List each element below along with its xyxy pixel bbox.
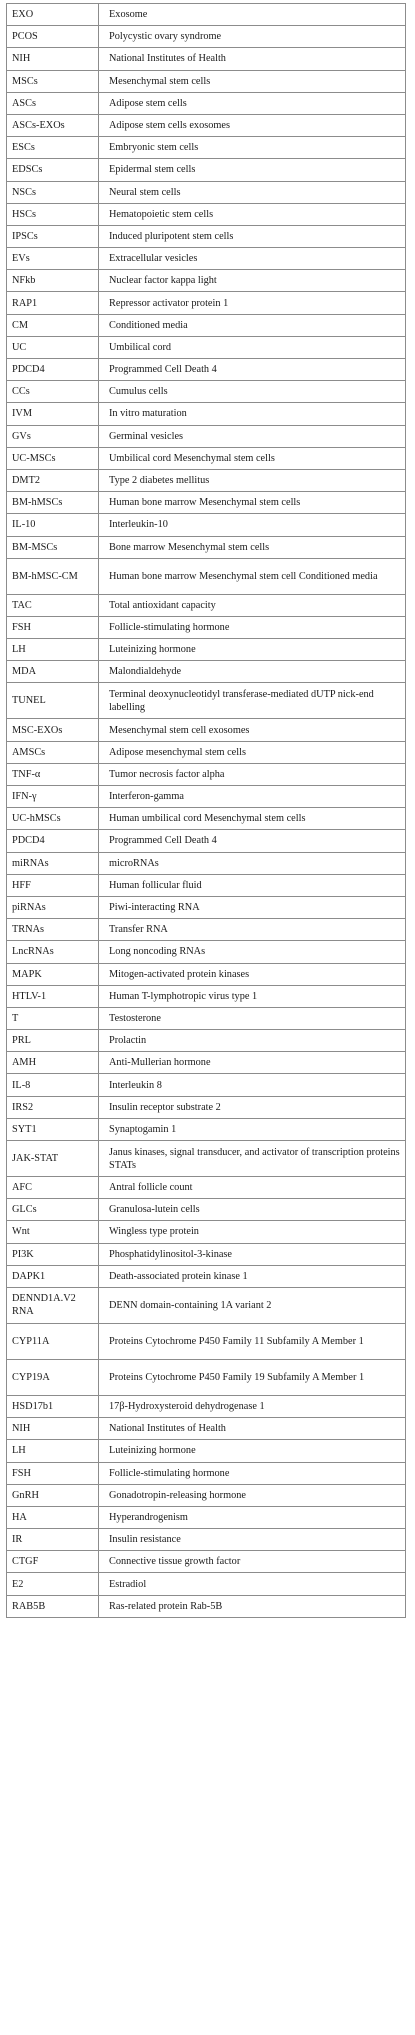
- definition-cell: Induced pluripotent stem cells: [99, 225, 406, 247]
- definition-cell: Adipose stem cells: [99, 92, 406, 114]
- definition-cell: Gonadotropin-releasing hormone: [99, 1484, 406, 1506]
- abbreviation-cell: NSCs: [7, 181, 99, 203]
- table-row: [7, 1440, 406, 1462]
- definition-cell: Death-associated protein kinase 1: [99, 1265, 406, 1287]
- abbreviation-cell: MSC-EXOs: [7, 719, 99, 741]
- abbreviation-cell: JAK-STAT: [7, 1141, 99, 1177]
- table-row: [7, 314, 406, 336]
- abbreviation-cell: RAB5B: [7, 1595, 99, 1617]
- table-row: [7, 1484, 406, 1506]
- abbreviation-cell: MDA: [7, 661, 99, 683]
- definition-cell: Extracellular vesicles: [99, 248, 406, 270]
- abbreviation-cell: HSCs: [7, 203, 99, 225]
- abbreviation-cell: MSCs: [7, 70, 99, 92]
- definition-cell: Malondialdehyde: [99, 661, 406, 683]
- definition-cell: Long noncoding RNAs: [99, 941, 406, 963]
- abbreviation-cell: BM-hMSCs: [7, 492, 99, 514]
- abbreviation-cell: PRL: [7, 1030, 99, 1052]
- definition-cell: Terminal deoxynucleotidyl transferase-mediated dUTP nick-end labelling: [99, 683, 406, 719]
- definition-cell: Proteins Cytochrome P450 Family 11 Subfamily A Member 1: [99, 1323, 406, 1359]
- table-row: [7, 808, 406, 830]
- table-row: [7, 1462, 406, 1484]
- abbreviation-cell: TRNAs: [7, 919, 99, 941]
- abbreviation-cell: AMSCs: [7, 741, 99, 763]
- table-row: [7, 1177, 406, 1199]
- definition-cell: National Institutes of Health: [99, 48, 406, 70]
- definition-cell: National Institutes of Health: [99, 1418, 406, 1440]
- definition-cell: Umbilical cord: [99, 336, 406, 358]
- definition-cell: Human umbilical cord Mesenchymal stem cells: [99, 808, 406, 830]
- definition-cell: Anti-Mullerian hormone: [99, 1052, 406, 1074]
- table-row: [7, 985, 406, 1007]
- abbreviation-cell: FSH: [7, 1462, 99, 1484]
- table-row: [7, 1199, 406, 1221]
- definition-cell: Germinal vesicles: [99, 425, 406, 447]
- definition-cell: Cumulus cells: [99, 381, 406, 403]
- table-row: [7, 359, 406, 381]
- abbreviation-cell: BM-MSCs: [7, 536, 99, 558]
- definition-cell: Antral follicle count: [99, 1177, 406, 1199]
- definition-cell: Exosome: [99, 4, 406, 26]
- abbreviation-cell: ESCs: [7, 137, 99, 159]
- table-row: [7, 763, 406, 785]
- table-row: [7, 336, 406, 358]
- table-row: [7, 536, 406, 558]
- abbreviation-cell: EVs: [7, 248, 99, 270]
- definition-cell: Human bone marrow Mesenchymal stem cells: [99, 492, 406, 514]
- table-row: [7, 92, 406, 114]
- definition-cell: Mesenchymal stem cell exosomes: [99, 719, 406, 741]
- table-row: [7, 159, 406, 181]
- definition-cell: microRNAs: [99, 852, 406, 874]
- definition-cell: Granulosa-lutein cells: [99, 1199, 406, 1221]
- definition-cell: Interferon-gamma: [99, 786, 406, 808]
- definition-cell: Synaptogamin 1: [99, 1118, 406, 1140]
- table-row: [7, 1595, 406, 1617]
- table-row: [7, 1007, 406, 1029]
- table-row: [7, 558, 406, 594]
- definition-cell: Interleukin-10: [99, 514, 406, 536]
- abbreviation-cell: PDCD4: [7, 830, 99, 852]
- definition-cell: Connective tissue growth factor: [99, 1551, 406, 1573]
- table-row: [7, 741, 406, 763]
- definition-cell: Estradiol: [99, 1573, 406, 1595]
- table-row: [7, 514, 406, 536]
- table-row: [7, 1529, 406, 1551]
- table-row: [7, 447, 406, 469]
- table-row: [7, 225, 406, 247]
- abbreviation-cell: IFN-γ: [7, 786, 99, 808]
- table-row: [7, 70, 406, 92]
- definition-cell: Piwi-interacting RNA: [99, 896, 406, 918]
- definition-cell: Adipose mesenchymal stem cells: [99, 741, 406, 763]
- abbreviation-cell: CCs: [7, 381, 99, 403]
- definition-cell: Tumor necrosis factor alpha: [99, 763, 406, 785]
- abbreviation-cell: piRNAs: [7, 896, 99, 918]
- definition-cell: Embryonic stem cells: [99, 137, 406, 159]
- abbreviation-cell: DENND1A.V2 RNA: [7, 1287, 99, 1323]
- definition-cell: Human T-lymphotropic virus type 1: [99, 985, 406, 1007]
- table-row: [7, 203, 406, 225]
- abbreviation-cell: SYT1: [7, 1118, 99, 1140]
- abbreviation-cell: E2: [7, 1573, 99, 1595]
- abbreviation-cell: ASCs-EXOs: [7, 114, 99, 136]
- definition-cell: Follicle-stimulating hormone: [99, 1462, 406, 1484]
- table-row: [7, 1096, 406, 1118]
- abbreviation-cell: IL-8: [7, 1074, 99, 1096]
- table-row: [7, 403, 406, 425]
- abbreviation-cell: LH: [7, 639, 99, 661]
- abbreviation-cell: EDSCs: [7, 159, 99, 181]
- table-row: [7, 1573, 406, 1595]
- definition-cell: Programmed Cell Death 4: [99, 830, 406, 852]
- definition-cell: Insulin receptor substrate 2: [99, 1096, 406, 1118]
- abbreviation-cell: DAPK1: [7, 1265, 99, 1287]
- abbreviation-cell: miRNAs: [7, 852, 99, 874]
- table-row: [7, 1118, 406, 1140]
- definition-cell: Hyperandrogenism: [99, 1506, 406, 1528]
- table-row: [7, 4, 406, 26]
- abbreviation-cell: PI3K: [7, 1243, 99, 1265]
- table-row: [7, 616, 406, 638]
- abbreviation-cell: AMH: [7, 1052, 99, 1074]
- table-row: [7, 1395, 406, 1417]
- abbreviation-cell: LncRNAs: [7, 941, 99, 963]
- definition-cell: DENN domain-containing 1A variant 2: [99, 1287, 406, 1323]
- definition-cell: Adipose stem cells exosomes: [99, 114, 406, 136]
- definition-cell: Mesenchymal stem cells: [99, 70, 406, 92]
- definition-cell: Nuclear factor kappa light: [99, 270, 406, 292]
- table-row: [7, 1418, 406, 1440]
- definition-cell: Polycystic ovary syndrome: [99, 26, 406, 48]
- definition-cell: Repressor activator protein 1: [99, 292, 406, 314]
- definition-cell: Ras-related protein Rab-5B: [99, 1595, 406, 1617]
- abbreviation-cell: UC: [7, 336, 99, 358]
- definition-cell: Janus kinases, signal transducer, and activator of transcription proteins STATs: [99, 1141, 406, 1177]
- definition-cell: Umbilical cord Mesenchymal stem cells: [99, 447, 406, 469]
- table-row: [7, 896, 406, 918]
- abbreviation-cell: TAC: [7, 594, 99, 616]
- definition-cell: Human follicular fluid: [99, 874, 406, 896]
- table-row: [7, 381, 406, 403]
- abbreviation-cell: UC-hMSCs: [7, 808, 99, 830]
- abbreviation-cell: PCOS: [7, 26, 99, 48]
- definition-cell: Neural stem cells: [99, 181, 406, 203]
- definition-cell: Proteins Cytochrome P450 Family 19 Subfamily A Member 1: [99, 1359, 406, 1395]
- table-row: [7, 1030, 406, 1052]
- abbreviation-cell: CYP11A: [7, 1323, 99, 1359]
- abbreviation-cell: UC-MSCs: [7, 447, 99, 469]
- table-row: [7, 719, 406, 741]
- abbreviation-cell: BM-hMSC-CM: [7, 558, 99, 594]
- abbreviation-cell: FSH: [7, 616, 99, 638]
- definition-cell: Total antioxidant capacity: [99, 594, 406, 616]
- abbreviation-cell: RAP1: [7, 292, 99, 314]
- table-row: [7, 492, 406, 514]
- table-row: [7, 683, 406, 719]
- abbreviation-cell: AFC: [7, 1177, 99, 1199]
- table-row: [7, 830, 406, 852]
- abbreviation-cell: TUNEL: [7, 683, 99, 719]
- definition-cell: Human bone marrow Mesenchymal stem cell Conditioned media: [99, 558, 406, 594]
- definition-cell: Conditioned media: [99, 314, 406, 336]
- table-row: [7, 1243, 406, 1265]
- abbreviation-cell: DMT2: [7, 469, 99, 491]
- definition-cell: Programmed Cell Death 4: [99, 359, 406, 381]
- abbreviation-cell: GLCs: [7, 1199, 99, 1221]
- table-row: [7, 270, 406, 292]
- abbreviation-cell: HTLV-1: [7, 985, 99, 1007]
- abbreviation-cell: HSD17b1: [7, 1395, 99, 1417]
- abbreviation-cell: HFF: [7, 874, 99, 896]
- definition-cell: In vitro maturation: [99, 403, 406, 425]
- table-row: [7, 786, 406, 808]
- table-row: [7, 248, 406, 270]
- table-row: [7, 114, 406, 136]
- abbreviation-cell: NIH: [7, 1418, 99, 1440]
- table-row: [7, 1074, 406, 1096]
- abbreviation-cell: PDCD4: [7, 359, 99, 381]
- table-row: [7, 919, 406, 941]
- table-row: [7, 639, 406, 661]
- table-row: [7, 661, 406, 683]
- abbreviations-table: [6, 3, 406, 1618]
- abbreviation-cell: CYP19A: [7, 1359, 99, 1395]
- abbreviation-cell: ASCs: [7, 92, 99, 114]
- abbreviation-cell: GnRH: [7, 1484, 99, 1506]
- definition-cell: 17β-Hydroxysteroid dehydrogenase 1: [99, 1395, 406, 1417]
- definition-cell: Hematopoietic stem cells: [99, 203, 406, 225]
- abbreviation-cell: IPSCs: [7, 225, 99, 247]
- abbreviation-cell: NIH: [7, 48, 99, 70]
- definition-cell: Testosterone: [99, 1007, 406, 1029]
- definition-cell: Bone marrow Mesenchymal stem cells: [99, 536, 406, 558]
- definition-cell: Phosphatidylinositol-3-kinase: [99, 1243, 406, 1265]
- abbreviation-cell: T: [7, 1007, 99, 1029]
- table-row: [7, 292, 406, 314]
- abbreviation-cell: TNF-α: [7, 763, 99, 785]
- abbreviations-table-body: [7, 4, 406, 1618]
- abbreviation-cell: CTGF: [7, 1551, 99, 1573]
- definition-cell: Prolactin: [99, 1030, 406, 1052]
- table-row: [7, 1052, 406, 1074]
- table-row: [7, 26, 406, 48]
- table-row: [7, 1287, 406, 1323]
- table-row: [7, 1221, 406, 1243]
- table-row: [7, 941, 406, 963]
- abbreviation-cell: LH: [7, 1440, 99, 1462]
- definition-cell: Wingless type protein: [99, 1221, 406, 1243]
- abbreviation-cell: CM: [7, 314, 99, 336]
- table-row: [7, 1141, 406, 1177]
- definition-cell: Transfer RNA: [99, 919, 406, 941]
- abbreviation-cell: HA: [7, 1506, 99, 1528]
- definition-cell: Luteinizing hormone: [99, 1440, 406, 1462]
- abbreviation-cell: IVM: [7, 403, 99, 425]
- table-row: [7, 1265, 406, 1287]
- table-row: [7, 48, 406, 70]
- abbreviation-cell: EXO: [7, 4, 99, 26]
- table-row: [7, 963, 406, 985]
- table-row: [7, 874, 406, 896]
- table-row: [7, 469, 406, 491]
- table-row: [7, 425, 406, 447]
- table-row: [7, 1323, 406, 1359]
- abbreviation-cell: Wnt: [7, 1221, 99, 1243]
- abbreviation-cell: IRS2: [7, 1096, 99, 1118]
- definition-cell: Epidermal stem cells: [99, 159, 406, 181]
- definition-cell: Insulin resistance: [99, 1529, 406, 1551]
- abbreviation-cell: NFkb: [7, 270, 99, 292]
- table-row: [7, 852, 406, 874]
- definition-cell: Interleukin 8: [99, 1074, 406, 1096]
- definition-cell: Follicle-stimulating hormone: [99, 616, 406, 638]
- abbreviation-cell: MAPK: [7, 963, 99, 985]
- abbreviation-cell: GVs: [7, 425, 99, 447]
- definition-cell: Mitogen-activated protein kinases: [99, 963, 406, 985]
- abbreviation-cell: IL-10: [7, 514, 99, 536]
- abbreviation-cell: IR: [7, 1529, 99, 1551]
- definition-cell: Type 2 diabetes mellitus: [99, 469, 406, 491]
- table-row: [7, 594, 406, 616]
- table-row: [7, 137, 406, 159]
- table-row: [7, 181, 406, 203]
- table-row: [7, 1506, 406, 1528]
- table-row: [7, 1359, 406, 1395]
- table-row: [7, 1551, 406, 1573]
- definition-cell: Luteinizing hormone: [99, 639, 406, 661]
